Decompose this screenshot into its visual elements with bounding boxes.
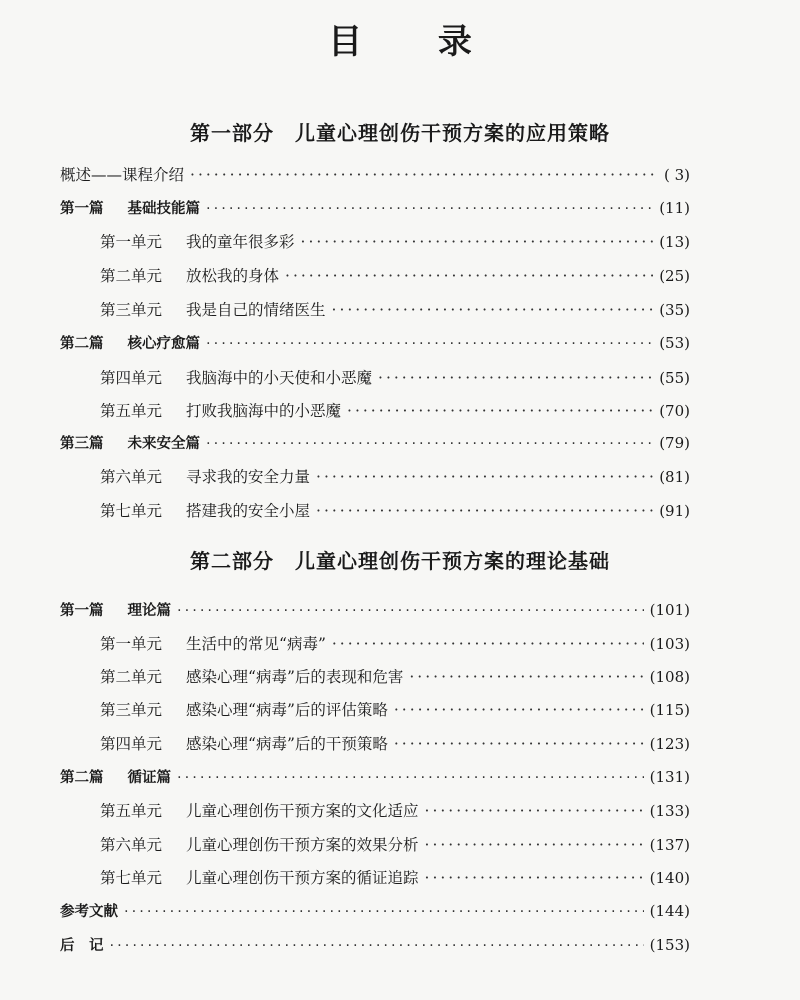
entry-label: 后 记 — [60, 938, 104, 954]
entry-page: (115) — [649, 701, 690, 719]
entry-title: 循证篇 — [127, 770, 171, 786]
dot-leader — [110, 938, 644, 954]
toc-entry-unit[interactable] — [100, 264, 690, 290]
entry-label: 第二单元 — [100, 668, 163, 686]
entry-page: (79) — [659, 434, 690, 452]
toc-entry-unit[interactable] — [100, 465, 690, 491]
part-one-title: 第一部分 儿童心理创伤干预方案的应用策略 — [190, 121, 610, 145]
entry-label: 第一单元 — [100, 635, 163, 653]
entry-page: (13) — [659, 233, 690, 251]
toc-entry-unit[interactable] — [100, 298, 690, 324]
dot-leader — [332, 635, 644, 653]
entry-label: 第二篇 — [60, 336, 104, 352]
toc-entry-chapter[interactable] — [60, 332, 690, 358]
entry-page: (140) — [649, 869, 690, 887]
toc-entry-references[interactable] — [60, 900, 690, 926]
toc-entry-unit[interactable] — [100, 366, 690, 392]
dot-leader — [124, 904, 644, 920]
part-two-title: 第二部分 儿童心理创伤干预方案的理论基础 — [190, 549, 610, 573]
entry-label: 第四单元 — [100, 735, 163, 753]
toc-entry-chapter[interactable] — [60, 197, 690, 223]
dot-leader — [206, 436, 653, 452]
toc-entry-overview[interactable] — [60, 163, 690, 189]
toc-entry-unit[interactable] — [100, 632, 690, 658]
entry-title: 核心疗愈篇 — [127, 336, 200, 352]
entry-title: 儿童心理创伤干预方案的循证追踪 — [186, 869, 419, 887]
dot-leader — [206, 336, 653, 352]
dot-leader — [177, 603, 644, 619]
dot-leader — [409, 668, 643, 686]
entry-page: (137) — [649, 836, 690, 854]
entry-label: 第五单元 — [100, 802, 163, 820]
entry-title: 搭建我的安全小屋 — [186, 502, 311, 520]
entry-label: 第二单元 — [100, 267, 163, 285]
entry-page: (11) — [659, 199, 690, 217]
entry-page: (131) — [649, 768, 690, 786]
dot-leader — [347, 402, 653, 420]
entry-title: 儿童心理创伤干预方案的效果分析 — [186, 836, 419, 854]
entry-label: 第四单元 — [100, 369, 163, 387]
toc-entry-unit[interactable] — [100, 799, 690, 825]
entry-title: 感染心理“病毒”后的干预策略 — [186, 735, 388, 753]
entry-label: 第五单元 — [100, 402, 163, 420]
entry-label: 第三单元 — [100, 301, 163, 319]
dot-leader — [425, 802, 644, 820]
dot-leader — [394, 735, 644, 753]
toc-entry-unit[interactable] — [100, 665, 690, 691]
entry-page: (55) — [659, 369, 690, 387]
toc-entry-unit[interactable] — [100, 833, 690, 859]
toc-entry-unit[interactable] — [100, 732, 690, 758]
entry-title: 儿童心理创伤干预方案的文化适应 — [186, 802, 419, 820]
entry-title: 基础技能篇 — [127, 201, 200, 217]
dot-leader — [425, 869, 644, 887]
toc-entry-afterword[interactable] — [60, 934, 690, 960]
entry-title: 感染心理“病毒”后的表现和危害 — [186, 668, 404, 686]
entry-page: (144) — [649, 902, 690, 920]
entry-label: 第三单元 — [100, 701, 163, 719]
entry-title: 感染心理“病毒”后的评估策略 — [186, 701, 388, 719]
toc-entry-chapter[interactable] — [60, 432, 690, 458]
entry-page: (25) — [659, 267, 690, 285]
entry-label: 第六单元 — [100, 836, 163, 854]
dot-leader — [177, 770, 644, 786]
entry-label: 第一篇 — [60, 603, 104, 619]
toc-entry-chapter[interactable] — [60, 766, 690, 792]
entry-title: 生活中的常见“病毒” — [186, 635, 326, 653]
dot-leader — [394, 701, 644, 719]
dot-leader — [378, 369, 653, 387]
entry-title: 寻求我的安全力量 — [186, 468, 311, 486]
entry-title: 打败我脑海中的小恶魔 — [186, 402, 342, 420]
entry-label: 参考文献 — [60, 904, 118, 920]
entry-page: (103) — [649, 635, 690, 653]
entry-page: (70) — [659, 402, 690, 420]
entry-label: 第一篇 — [60, 201, 104, 217]
entry-page: (101) — [649, 601, 690, 619]
page-title: 目 录 — [328, 22, 504, 62]
entry-label: 第七单元 — [100, 502, 163, 520]
dot-leader — [425, 836, 644, 854]
toc-entry-unit[interactable] — [100, 230, 690, 256]
entry-label: 第三篇 — [60, 436, 104, 452]
toc-entry-unit[interactable] — [100, 499, 690, 525]
entry-page: (35) — [659, 301, 690, 319]
entry-page: (91) — [659, 502, 690, 520]
entry-title: 放松我的身体 — [186, 267, 280, 285]
entry-label: 第七单元 — [100, 869, 163, 887]
entry-page: (153) — [649, 936, 690, 954]
dot-leader — [332, 301, 654, 319]
entry-page: (123) — [649, 735, 690, 753]
entry-title: 我脑海中的小天使和小恶魔 — [186, 369, 373, 387]
toc-entry-unit[interactable] — [100, 866, 690, 892]
entry-page: (108) — [649, 668, 690, 686]
entry-label: 第六单元 — [100, 468, 163, 486]
entry-title: 理论篇 — [127, 603, 171, 619]
dot-leader — [190, 166, 658, 184]
entry-page: ( 3) — [663, 166, 690, 184]
dot-leader — [206, 201, 653, 217]
dot-leader — [285, 267, 653, 285]
entry-page: (81) — [659, 468, 690, 486]
entry-label: 概述——课程介绍 — [60, 166, 185, 184]
dot-leader — [301, 233, 654, 251]
toc-entry-unit[interactable] — [100, 698, 690, 724]
entry-page: (133) — [649, 802, 690, 820]
toc-entry-unit[interactable] — [100, 399, 690, 425]
entry-title: 我是自己的情绪医生 — [186, 301, 326, 319]
entry-label: 第一单元 — [100, 233, 163, 251]
entry-title: 我的童年很多彩 — [186, 233, 295, 251]
toc-entry-chapter[interactable] — [60, 599, 690, 625]
dot-leader — [316, 468, 653, 486]
entry-page: (53) — [659, 334, 690, 352]
dot-leader — [316, 502, 653, 520]
entry-title: 未来安全篇 — [127, 436, 200, 452]
entry-label: 第二篇 — [60, 770, 104, 786]
